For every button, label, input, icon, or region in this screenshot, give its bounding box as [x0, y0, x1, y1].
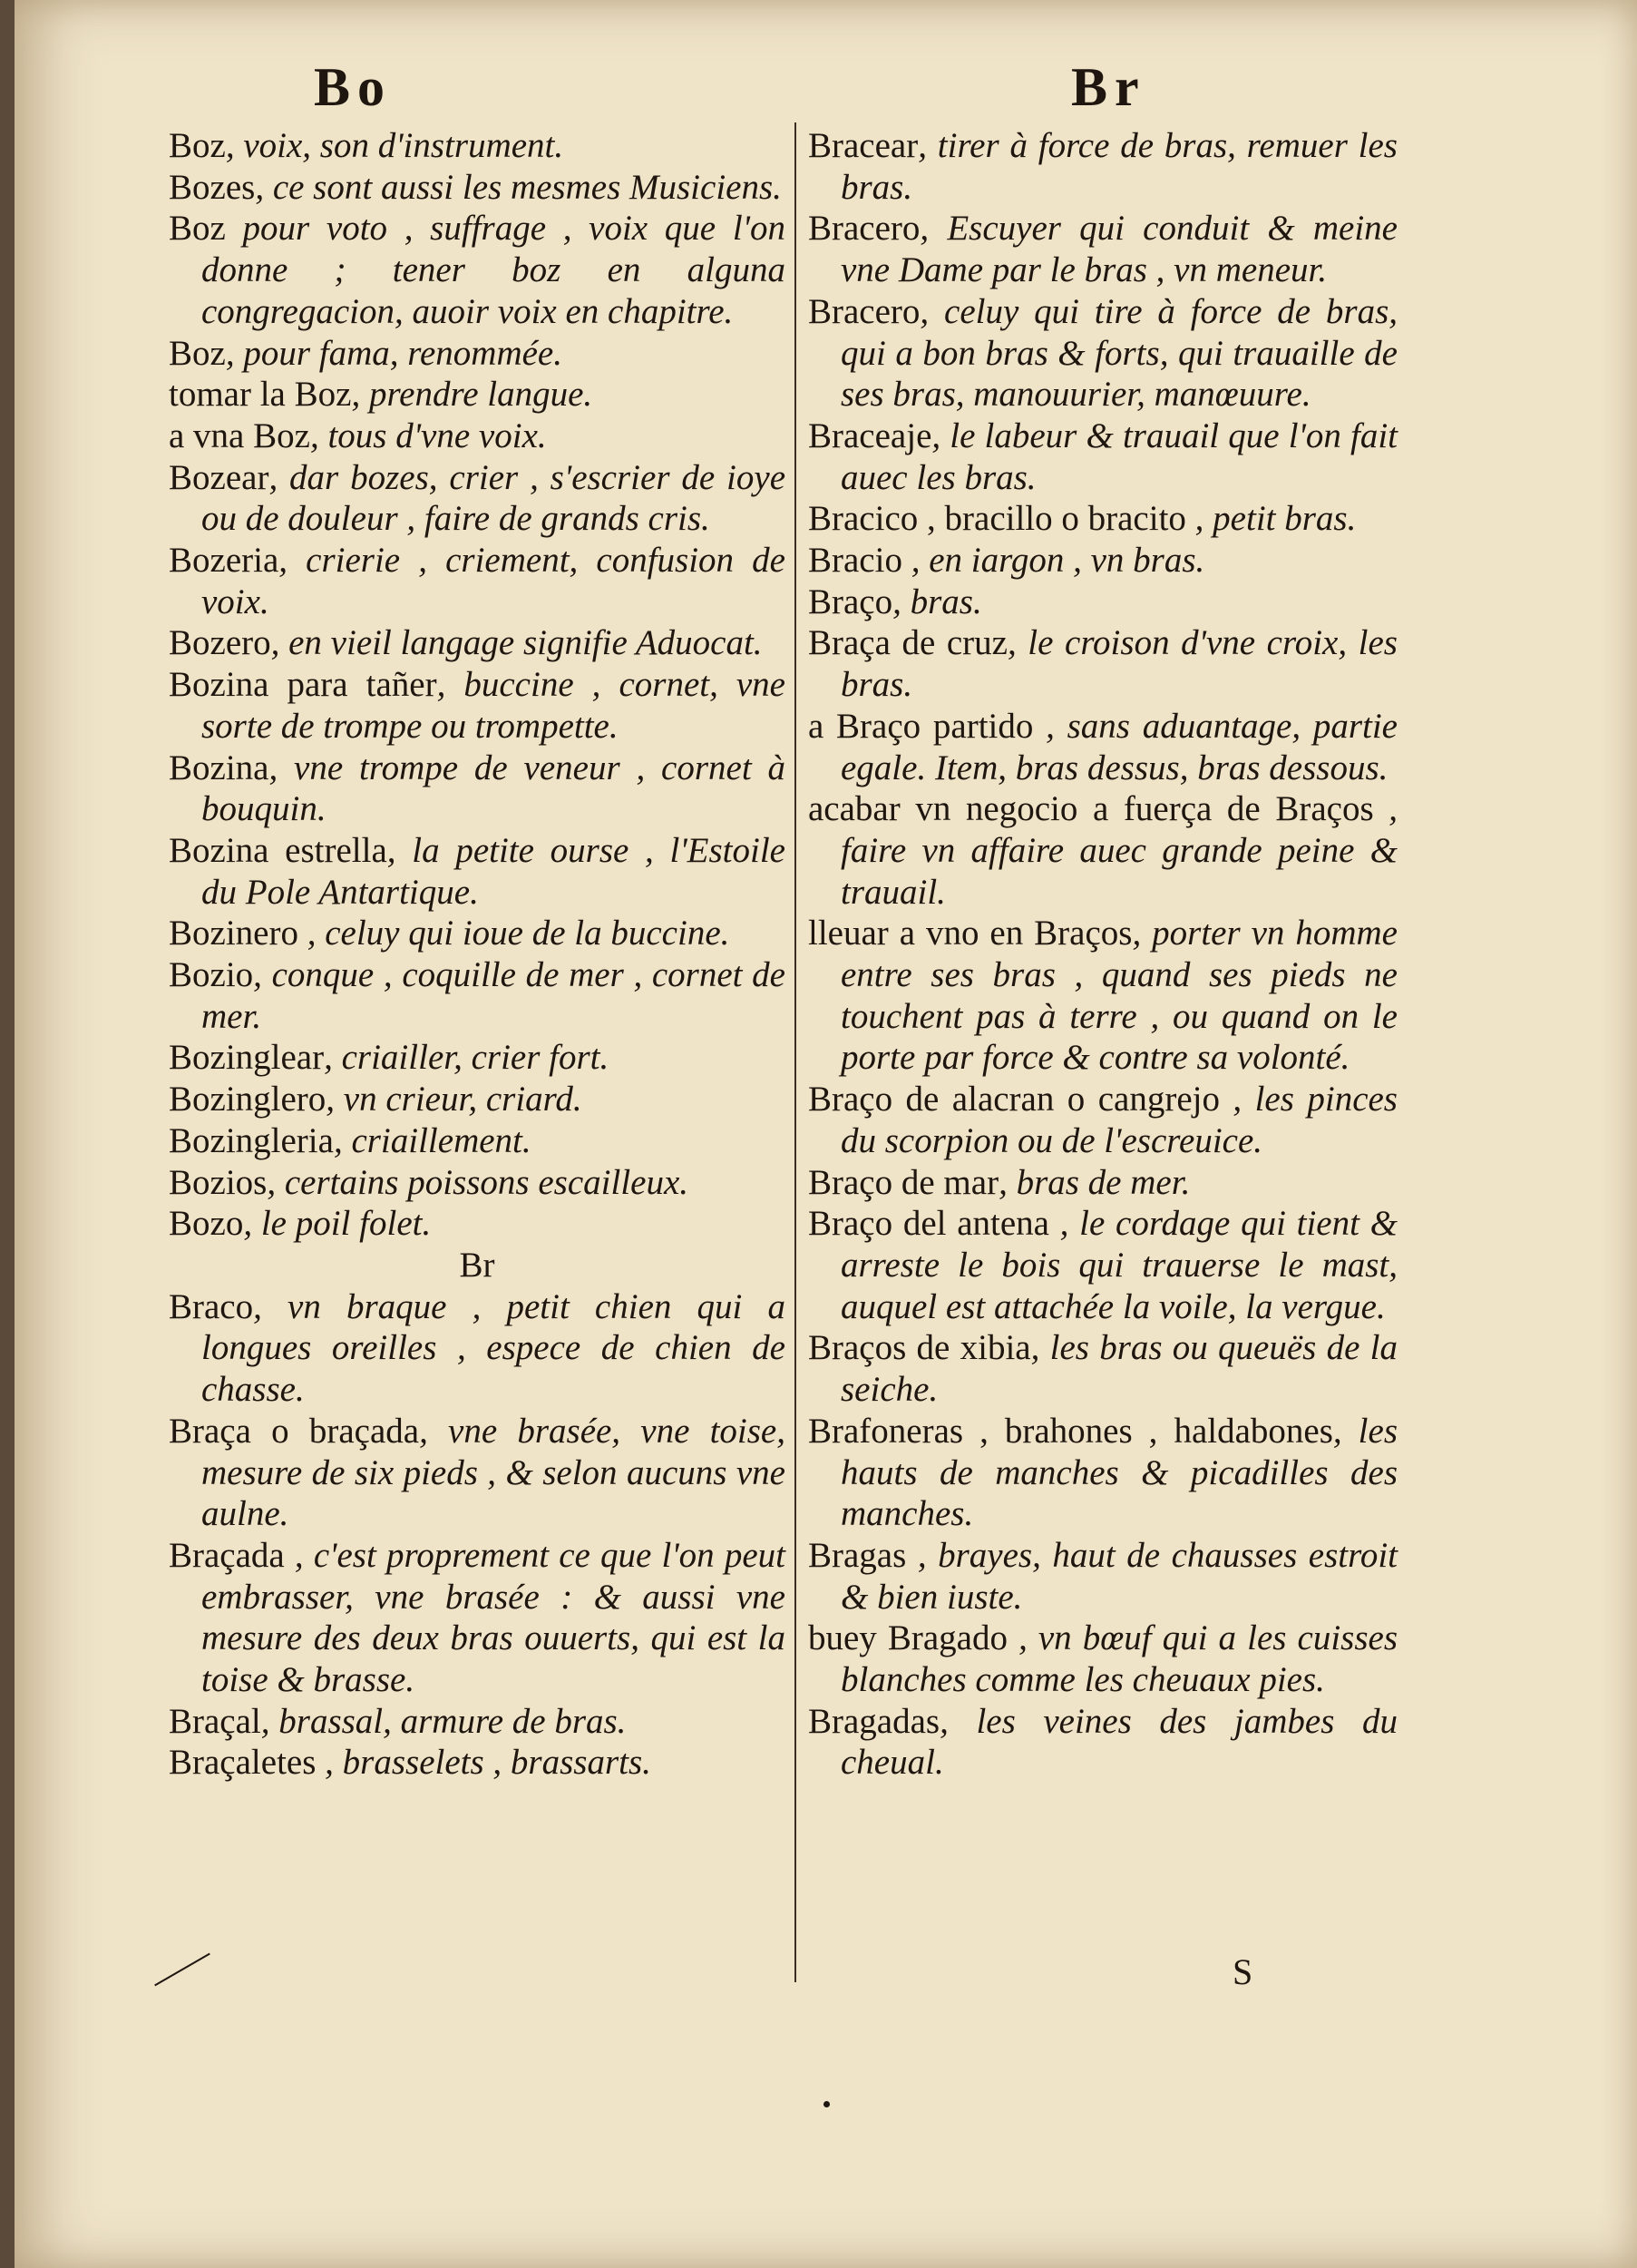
- entry-headword: Braços de xibia: [808, 1328, 1031, 1368]
- dictionary-entry: [169, 954, 785, 1037]
- entry-definition: , la petite ourse , l'Estoile du Pole Antartique.: [201, 830, 785, 912]
- dictionary-entry: [169, 415, 785, 457]
- dictionary-entry: [808, 1411, 1398, 1535]
- dictionary-page: [15, 0, 1637, 2268]
- entry-headword: Bozinero: [169, 914, 298, 953]
- entry-headword: Boz: [169, 126, 226, 165]
- entry-headword: Bozinglero: [169, 1080, 326, 1119]
- entry-definition: , petit bras.: [1185, 499, 1357, 539]
- entry-headword: Bozina para tañer: [169, 665, 437, 705]
- entry-definition: , criaillement.: [333, 1120, 531, 1160]
- entry-definition: , vne brasée, vne toise, mesure de six pieds , & selon aucuns vne aulne.: [201, 1411, 785, 1534]
- dictionary-entry: [169, 457, 785, 540]
- entry-definition: , dar bozes, crier , s'escrier de ioye ou de douleur , faire de grands cris.: [201, 457, 785, 539]
- entry-headword: Bragadas: [808, 1701, 940, 1741]
- entry-definition: , voix, son d'instrument.: [225, 126, 564, 165]
- dictionary-entry: [169, 125, 785, 167]
- dictionary-entry: [169, 1162, 785, 1204]
- entry-definition: , brayes, haut de chausses estroit & bien iuste.: [841, 1535, 1398, 1617]
- entry-definition: , en vieil langage signifie Aduocat.: [270, 623, 763, 663]
- entry-headword: Braco: [169, 1286, 254, 1326]
- entry-headword: acabar vn negocio a fuerça de Braços: [808, 789, 1374, 829]
- entry-headword: Bozina: [169, 748, 269, 787]
- dictionary-entry: [808, 540, 1398, 582]
- entry-headword: Braceaje: [808, 415, 932, 455]
- entry-definition: , le labeur & trauail que l'on fait auec les bras.: [841, 415, 1398, 497]
- entry-definition: , les hauts de manches & picadilles des manches.: [841, 1411, 1398, 1534]
- entry-headword: tomar la Boz: [169, 375, 352, 415]
- dictionary-entry: [808, 291, 1398, 415]
- entry-headword: Bozinglear: [169, 1038, 325, 1078]
- dictionary-entry: [808, 1701, 1398, 1784]
- entry-headword: Bozero: [169, 623, 271, 663]
- dictionary-entry: [169, 374, 785, 415]
- entry-definition: , vn bœuf qui a les cuisses blanches comme les cheuaux pies.: [841, 1618, 1398, 1700]
- entry-headword: Boz: [169, 209, 226, 249]
- dictionary-entry: [808, 1203, 1398, 1327]
- dictionary-entry: [808, 125, 1398, 208]
- entry-definition: , celuy qui ioue de la buccine.: [297, 914, 730, 953]
- dictionary-entry: [808, 1162, 1398, 1204]
- dictionary-entry: [169, 333, 785, 375]
- entry-headword: Bracico , bracillo o bracito: [808, 499, 1186, 539]
- entry-definition: , les bras ou queuës de la seiche.: [841, 1328, 1398, 1410]
- signature-mark: S: [1233, 1951, 1253, 1992]
- dictionary-entry: [169, 1120, 785, 1162]
- entry-definition: , porter vn homme entre ses bras , quand ses pieds ne touchent pas à terre , ou quand on le porte par force & contre sa volonté.: [841, 914, 1398, 1078]
- entry-definition: , ce sont aussi les mesmes Musiciens.: [255, 167, 782, 207]
- dictionary-entry: [808, 498, 1398, 540]
- entry-headword: Braçal: [169, 1701, 261, 1741]
- dictionary-entry: [808, 208, 1398, 290]
- right-running-head: Br: [1071, 57, 1146, 117]
- dictionary-entry: [808, 913, 1398, 1079]
- dictionary-entry: [169, 1701, 785, 1743]
- entry-headword: Braça de cruz: [808, 623, 1008, 663]
- dictionary-entry: [169, 1286, 785, 1411]
- entry-headword: Bracio: [808, 541, 902, 581]
- entry-headword: Braçaletes: [169, 1743, 317, 1783]
- entry-headword: Bozio: [169, 955, 254, 995]
- entry-definition: , tous d'vne voix.: [309, 415, 547, 455]
- entry-definition: , crierie , criement, confusion de voix.: [201, 541, 785, 621]
- dictionary-entry: [808, 788, 1398, 913]
- dictionary-entry: [169, 167, 785, 209]
- entry-definition: , les veines des jambes du cheual.: [841, 1701, 1398, 1783]
- entry-definition: , vn crieur, criard.: [326, 1080, 582, 1119]
- dictionary-entry: [169, 1037, 785, 1079]
- entry-headword: Braça o braçada: [169, 1411, 420, 1451]
- entry-definition: , bras de mer.: [999, 1162, 1191, 1202]
- dictionary-entry: [808, 1535, 1398, 1618]
- dictionary-entry: [169, 1535, 785, 1701]
- dictionary-entry: [169, 1742, 785, 1784]
- dictionary-entry: [808, 1618, 1398, 1700]
- entry-headword: Braço del antena: [808, 1204, 1049, 1244]
- entry-definition: , prendre langue.: [351, 375, 593, 415]
- dictionary-entry: [808, 582, 1398, 623]
- entry-headword: Bozear: [169, 457, 269, 497]
- dictionary-entry: [169, 1203, 785, 1245]
- entry-headword: lleuar a vno en Braços: [808, 914, 1133, 953]
- entry-headword: Brafoneras , brahones , haldabones: [808, 1411, 1333, 1451]
- entry-headword: Bozes: [169, 167, 256, 207]
- entry-headword: Bracear: [808, 126, 919, 165]
- entry-headword: Braço de alacran o cangrejo: [808, 1080, 1220, 1119]
- column-rule: [794, 122, 796, 1982]
- entry-definition: , c'est proprement ce que l'on peut embrasser, vne brasée : & aussi vne mesure des deux bras ouuerts, qui est la toise & brasse.: [201, 1535, 785, 1700]
- entry-definition: pour voto , suffrage , voix que l'on donne ; tener boz en alguna congregacion, auoir voix en chapitre.: [201, 209, 785, 331]
- entry-headword: Braçada: [169, 1535, 285, 1575]
- entry-definition: , le croison d'vne croix, les bras.: [841, 623, 1398, 705]
- entry-headword: Braço: [808, 582, 893, 621]
- entry-definition: , brasselets , brassarts.: [316, 1743, 651, 1783]
- ink-dot: [823, 2101, 830, 2107]
- dictionary-entry: [169, 830, 785, 913]
- entry-definition: , les pinces du scorpion ou de l'escreuice.: [841, 1080, 1398, 1160]
- dictionary-entry: [808, 622, 1398, 705]
- dictionary-entry: [808, 415, 1398, 498]
- entry-definition: , vne trompe de veneur , cornet à bouquin.: [201, 748, 785, 829]
- entry-headword: Bozios: [169, 1162, 268, 1202]
- right-column: [808, 125, 1398, 1784]
- entry-definition: , conque , coquille de mer , cornet de mer.: [201, 955, 785, 1036]
- left-column: [169, 125, 785, 1784]
- entry-definition: , vn braque , petit chien qui a longues oreilles , espece de chien de chasse.: [201, 1286, 785, 1410]
- entry-headword: Boz: [169, 333, 226, 373]
- dictionary-entry: [169, 540, 785, 622]
- entry-definition: , celuy qui tire à force de bras, qui a bon bras & forts, qui trauaille de ses bras, manouurier, manœuure.: [841, 291, 1398, 415]
- entry-headword: Bozina estrella: [169, 830, 387, 870]
- entry-headword: Bracero: [808, 291, 921, 331]
- pen-stroke: [154, 1953, 210, 1987]
- entry-definition: , pour fama, renommée.: [225, 333, 562, 373]
- entry-headword: a Braço partido: [808, 706, 1034, 746]
- entry-definition: , brassal, armure de bras.: [260, 1701, 627, 1741]
- dictionary-entry: [169, 664, 785, 747]
- entry-headword: Bozeria: [169, 541, 279, 581]
- dictionary-entry: [169, 1079, 785, 1120]
- entry-definition: , certains poissons escailleux.: [267, 1162, 689, 1202]
- entry-definition: , Escuyer qui conduit & meine vne Dame par le bras , vn meneur.: [841, 209, 1398, 290]
- entry-headword: Bragas: [808, 1535, 907, 1575]
- dictionary-entry: [169, 208, 785, 332]
- entry-headword: a vna Boz: [169, 415, 310, 455]
- entry-definition: , buccine , cornet, vne sorte de trompe ou trompette.: [201, 665, 785, 746]
- dictionary-entry: [808, 706, 1398, 788]
- entry-definition: , criailler, crier fort.: [324, 1038, 609, 1078]
- entry-definition: , faire vn affaire auec grande peine & trauail.: [841, 789, 1398, 912]
- dictionary-entry: [808, 1327, 1398, 1410]
- entry-definition: , tirer à force de bras, remuer les bras.: [841, 126, 1398, 207]
- entry-definition: , bras.: [892, 582, 982, 621]
- entry-definition: , le poil folet.: [243, 1204, 432, 1244]
- entry-definition: , le cordage qui tient & arreste le bois qui trauerse le mast, auquel est attachée la voile, la vergue.: [841, 1204, 1398, 1326]
- entry-headword: Bracero: [808, 209, 921, 249]
- left-running-head: Bo: [314, 57, 393, 117]
- entry-headword: Braço de mar: [808, 1162, 999, 1202]
- dictionary-entry: [169, 913, 785, 954]
- dictionary-entry: [169, 1411, 785, 1535]
- entry-definition: , sans aduantage, partie egale. Item, bras dessus, bras dessous.: [841, 706, 1398, 787]
- section-subhead: Br: [459, 1245, 495, 1285]
- entry-headword: Bozingleria: [169, 1120, 334, 1160]
- dictionary-entry: [169, 622, 785, 664]
- entry-headword: buey Bragado: [808, 1618, 1008, 1658]
- entry-definition: , en iargon , vn bras.: [901, 541, 1205, 581]
- dictionary-entry: [808, 1079, 1398, 1161]
- entry-headword: Bozo: [169, 1204, 244, 1244]
- dictionary-entry: [169, 748, 785, 830]
